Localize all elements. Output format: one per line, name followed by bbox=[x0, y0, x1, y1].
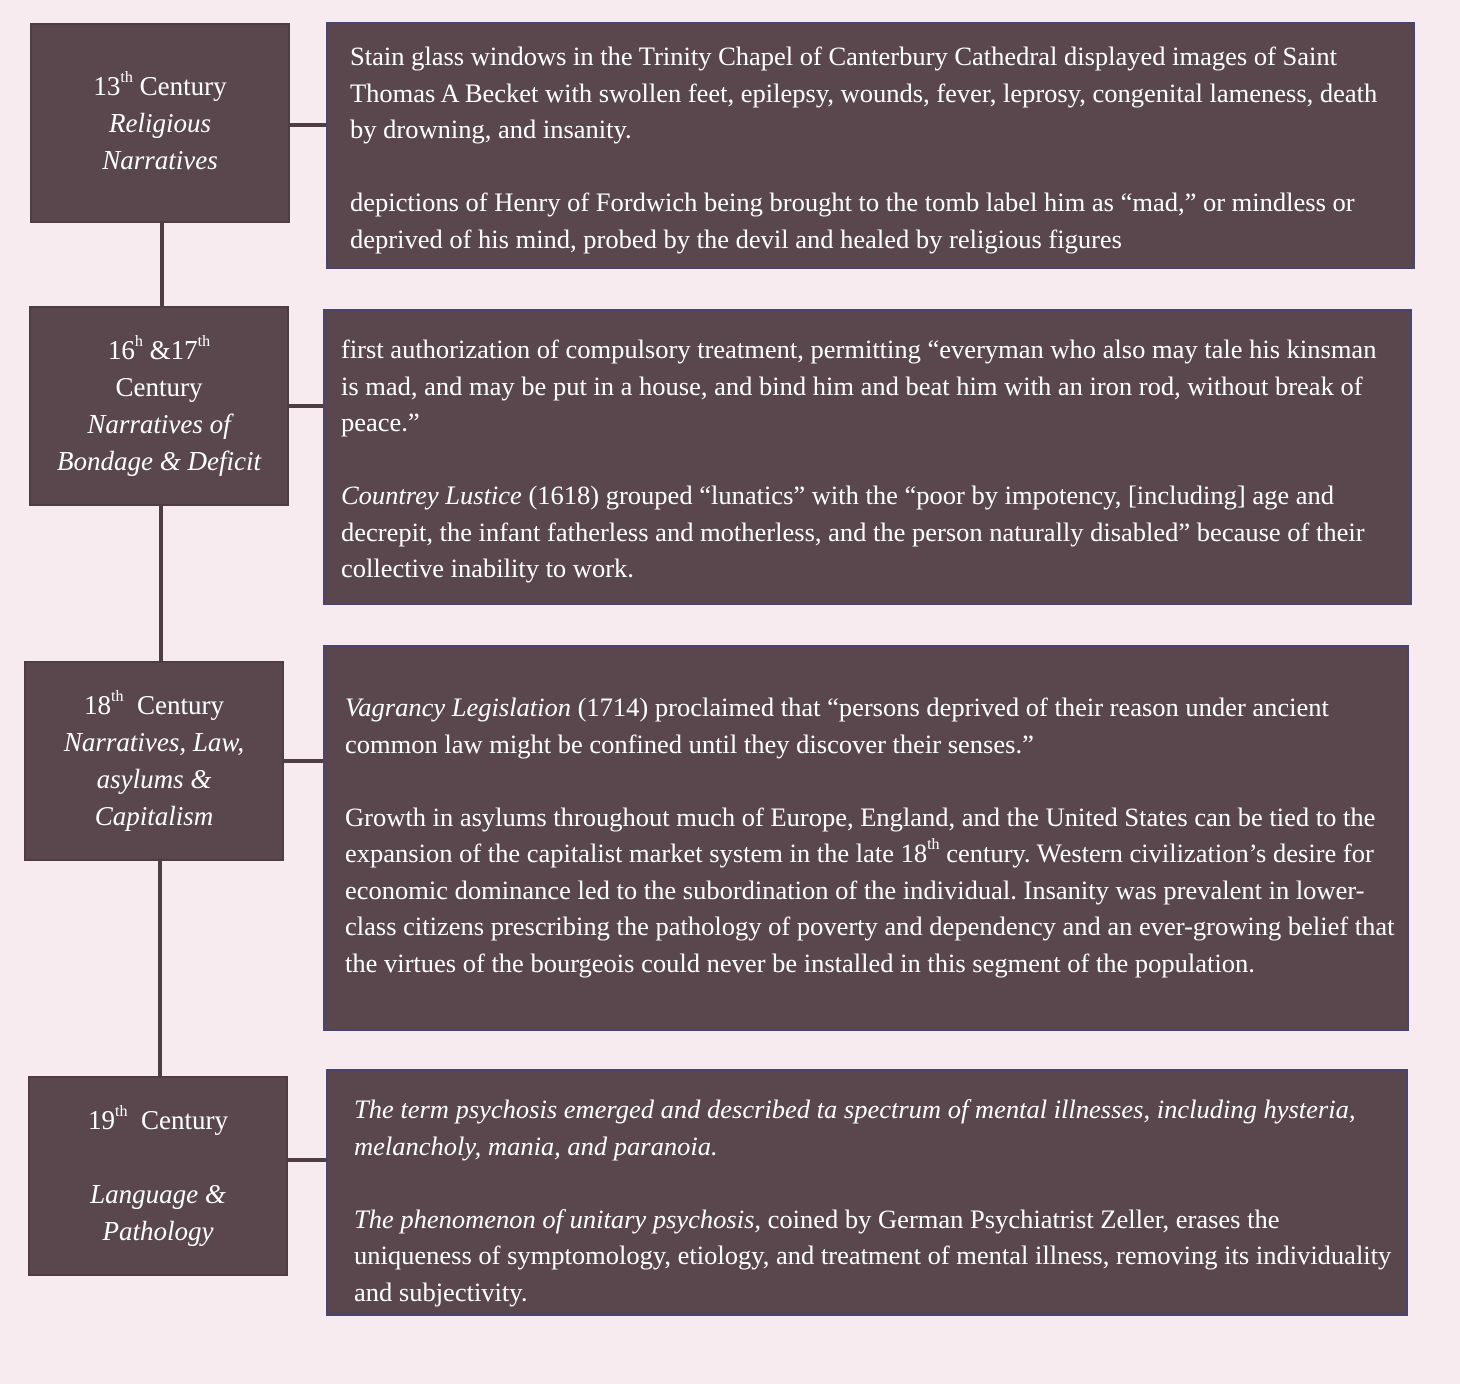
era-theme-line: asylums & bbox=[96, 764, 212, 794]
legislation-title: Vagrancy Legislation bbox=[345, 692, 571, 722]
era-theme-line: Religious bbox=[109, 107, 211, 138]
branch-connector-2 bbox=[288, 404, 325, 408]
era-box-19th-century bbox=[28, 1076, 288, 1276]
detail-paragraph: The phenomenon of unitary psychosis, coined by German Psychiatrist Zeller, erases the uniqueness of symptomology, etiology, and treatment of mental illness, removing its individuality and subjectivity. bbox=[354, 1203, 1392, 1307]
detail-paragraph: Growth in asylums throughout much of Europe, England, and the United States can be tied to the expansion of the capitalist market system in the late 18th century. Western civilization’s desire for economic dominance led to the subordination of the individual. Insanity was prevalent in lower-class citizens prescribing the pathology of poverty and dependency and an ever-growing belief that the virtues of the bourgeois could never be installed in this segment of the population. bbox=[345, 801, 1395, 978]
concept-title: The phenomenon of unitary psychosis, bbox=[354, 1203, 762, 1234]
era-century-heading: 13th Century bbox=[93, 68, 227, 101]
era-theme-line: Narratives of bbox=[87, 409, 231, 439]
timeline-connector-2-3 bbox=[159, 505, 163, 663]
timeline-connector-3-4 bbox=[158, 859, 162, 1078]
detail-paragraph: Vagrancy Legislation (1714) proclaimed that “persons deprived of their reason under ancient common law might be confined until they discover their senses.” bbox=[345, 692, 1329, 759]
branch-connector-4 bbox=[287, 1158, 328, 1162]
branch-connector-3 bbox=[283, 759, 325, 763]
era-box-16th-17th-century bbox=[29, 306, 289, 506]
era-theme-line: Bondage & Deficit bbox=[57, 446, 261, 476]
timeline-connector-1-2 bbox=[160, 222, 164, 308]
detail-paragraph: depictions of Henry of Fordwich being brought to the tomb label him as “mad,” or mindless or deprived of his mind, probed by the devil and healed by religious figures bbox=[350, 187, 1355, 254]
era-theme-line: Capitalism bbox=[94, 801, 214, 831]
detail-box-13th-century bbox=[326, 22, 1415, 269]
era-theme-line: Pathology bbox=[102, 1216, 214, 1246]
era-box-18th-century bbox=[24, 661, 284, 861]
era-century-heading: 16$^h$ &17th bbox=[107, 333, 211, 365]
branch-connector-1 bbox=[289, 123, 328, 127]
era-theme-line: Narratives bbox=[102, 144, 218, 175]
detail-paragraph: The term psychosis emerged and described ta spectrum of mental illnesses, including hysteria, melancholy, mania, and paranoia. bbox=[354, 1094, 1356, 1161]
era-theme-line: Narratives, Law, bbox=[63, 727, 245, 757]
detail-paragraph: Stain glass windows in the Trinity Chapel of Canterbury Cathedral displayed images of Saint Thomas A Becket with swollen feet, epilepsy, wounds, fever, leprosy, congenital lameness, death by drowning, and insanity. bbox=[350, 41, 1378, 144]
detail-box-18th-century bbox=[323, 645, 1409, 1031]
detail-paragraph: first authorization of compulsory treatment, permitting “everyman who also may tale his kinsman is mad, and may be put in a house, and bind him and beat him with an iron rod, without break of peace.” bbox=[341, 334, 1377, 437]
detail-box-19th-century bbox=[326, 1069, 1408, 1316]
era-box-13th-century bbox=[30, 23, 290, 223]
era-century-heading: Century bbox=[115, 372, 203, 402]
era-century-heading: 19th Century bbox=[88, 1103, 228, 1135]
detail-paragraph: Countrey Lustice (1618) grouped “lunatics” with the “poor by impotency, [including] age and decrepit, the infant fatherless and motherless, and the person naturally disabled” because of their collective inability to work. bbox=[341, 480, 1365, 583]
era-theme-line: Language & bbox=[90, 1179, 226, 1209]
publication-title: Countrey Lustice bbox=[341, 480, 522, 510]
detail-box-16th-17th-century bbox=[323, 309, 1412, 605]
era-century-heading: 18th Century bbox=[84, 688, 224, 720]
